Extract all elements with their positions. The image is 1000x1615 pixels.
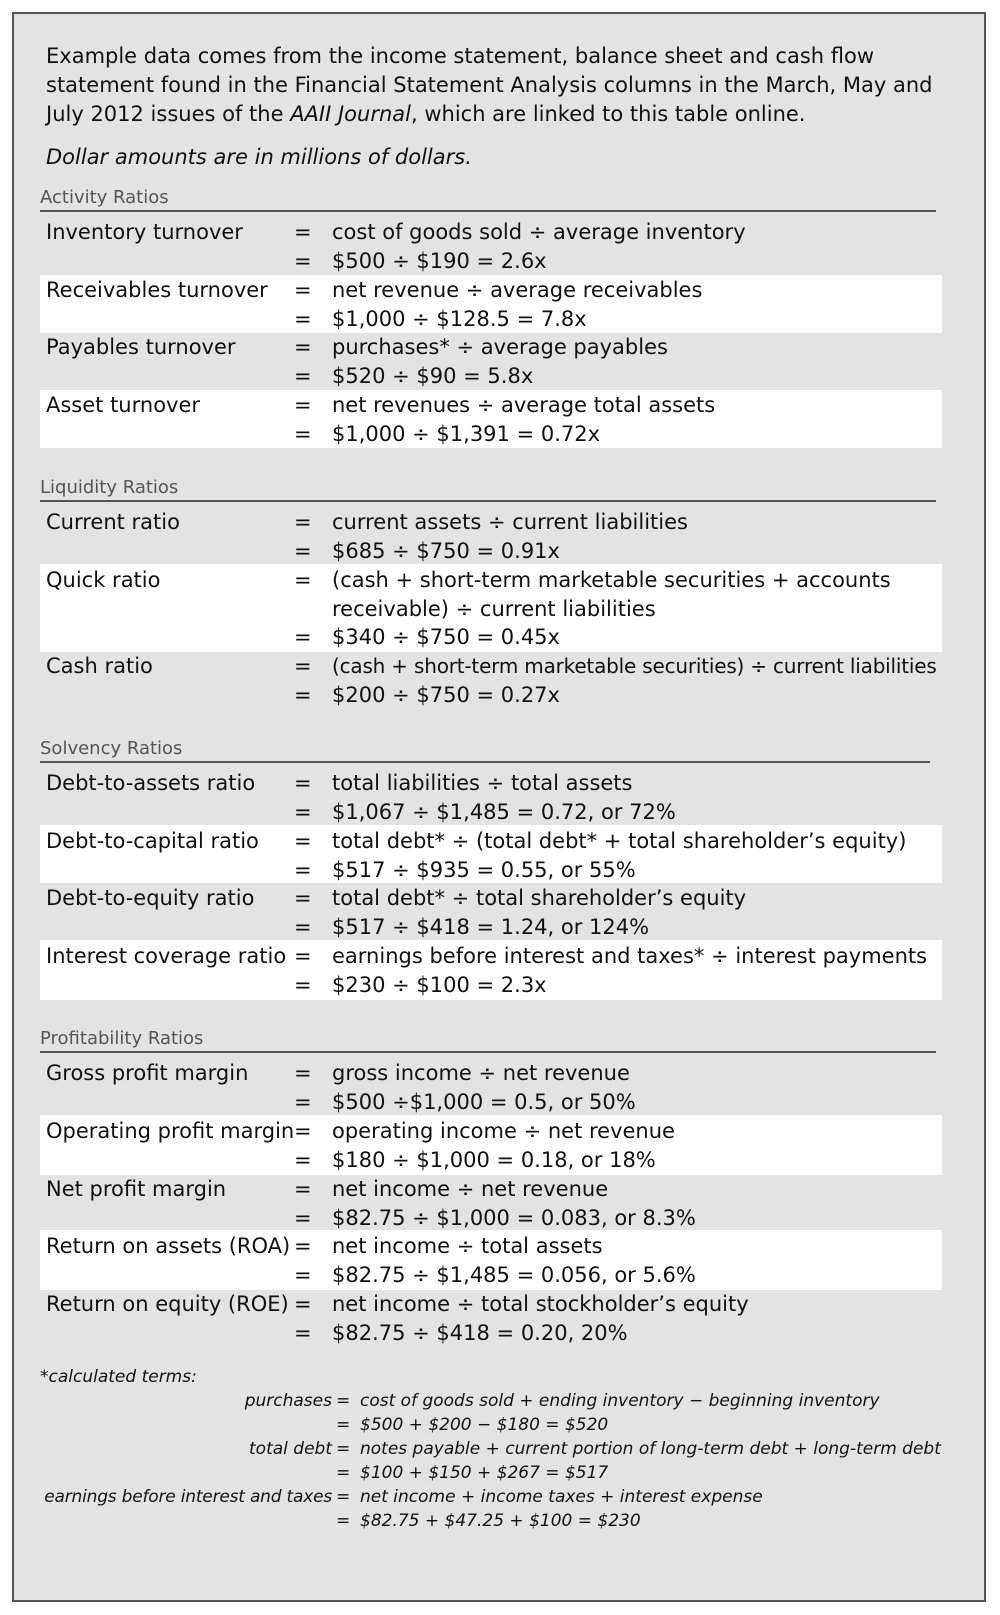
ratio-label: Quick ratio <box>46 568 161 592</box>
ratio-formula: net income ÷ net revenue <box>332 1177 609 1201</box>
ratio-formula: purchases* ÷ average payables <box>332 335 668 359</box>
ratio-formula: net revenues ÷ average total assets <box>332 393 716 417</box>
footnote-title: *calculated terms: <box>40 1367 197 1387</box>
equals-sign: = <box>336 1463 351 1483</box>
equals-sign: = <box>336 1415 351 1435</box>
ratio-label: Operating profit margin <box>46 1119 295 1143</box>
journal-name: AAII Journal <box>290 102 411 126</box>
ratio-label: Current ratio <box>46 510 180 534</box>
ratio-label: Inventory turnover <box>46 220 243 244</box>
ratio-calc: $340 ÷ $750 = 0.45x <box>332 625 560 649</box>
footnote-label: purchases <box>244 1391 332 1411</box>
equals-sign: = <box>294 1292 312 1316</box>
ratio-calc: $180 ÷ $1,000 = 0.18, or 18% <box>332 1148 656 1172</box>
ratio-label: Receivables turnover <box>46 278 268 302</box>
equals-sign: = <box>294 422 312 446</box>
equals-sign: = <box>294 625 312 649</box>
footnote-formula: cost of goods sold + ending inventory − beginning inventory <box>360 1391 880 1411</box>
ratio-calc: $82.75 ÷ $418 = 0.20, 20% <box>332 1321 628 1345</box>
ratio-calc: $500 ÷$1,000 = 0.5, or 50% <box>332 1090 636 1114</box>
ratio-table-panel <box>12 12 986 1602</box>
ratio-label: Debt-to-equity ratio <box>46 886 255 910</box>
ratio-calc: $1,000 ÷ $1,391 = 0.72x <box>332 422 601 446</box>
section-title-solvency: Solvency Ratios <box>40 738 183 759</box>
equals-sign: = <box>294 510 312 534</box>
equals-sign: = <box>294 771 312 795</box>
equals-sign: = <box>336 1439 351 1459</box>
equals-sign: = <box>336 1487 351 1507</box>
ratio-formula: total debt* ÷ total shareholder’s equity <box>332 886 747 910</box>
section-rule <box>40 1051 936 1053</box>
ratio-label: Net profit margin <box>46 1177 227 1201</box>
footnote-label: earnings before interest and taxes <box>44 1487 332 1507</box>
ratio-label: Gross profit margin <box>46 1061 249 1085</box>
equals-sign: = <box>294 568 312 592</box>
section-title-liquidity: Liquidity Ratios <box>40 477 179 498</box>
ratio-formula: total debt* ÷ (total debt* + total shareholder’s equity) <box>332 829 907 853</box>
intro-text <box>46 42 956 129</box>
section-title-activity: Activity Ratios <box>40 187 169 208</box>
equals-sign: = <box>336 1511 351 1531</box>
equals-sign: = <box>294 1148 312 1172</box>
ratio-formula: net income ÷ total assets <box>332 1234 603 1258</box>
footnote-calc: $500 + $200 − $180 = $520 <box>360 1415 609 1435</box>
equals-sign: = <box>294 1263 312 1287</box>
ratio-formula: gross income ÷ net revenue <box>332 1061 630 1085</box>
section-rule <box>40 210 936 212</box>
ratio-label: Return on equity (ROE) <box>46 1292 289 1316</box>
footnote-calc: $82.75 + $47.25 + $100 = $230 <box>360 1511 641 1531</box>
equals-sign: = <box>294 249 312 273</box>
ratio-formula: earnings before interest and taxes* ÷ interest payments <box>332 944 928 968</box>
equals-sign: = <box>294 393 312 417</box>
ratio-label: Debt-to-capital ratio <box>46 829 259 853</box>
equals-sign: = <box>294 683 312 707</box>
ratio-formula: (cash + short-term marketable securities + accounts <box>332 568 891 592</box>
ratio-calc: $500 ÷ $190 = 2.6x <box>332 249 547 273</box>
equals-sign: = <box>294 307 312 331</box>
ratio-formula: net income ÷ total stockholder’s equity <box>332 1292 749 1316</box>
equals-sign: = <box>294 1061 312 1085</box>
ratio-calc: $1,067 ÷ $1,485 = 0.72, or 72% <box>332 800 676 824</box>
ratio-formula-cont: receivable) ÷ current liabilities <box>332 597 656 621</box>
ratio-formula: operating income ÷ net revenue <box>332 1119 675 1143</box>
equals-sign: = <box>294 1177 312 1201</box>
ratio-calc: $1,000 ÷ $128.5 = 7.8x <box>332 307 587 331</box>
intro-part1: Example data comes from the income statement, balance sheet and cash flow statement found in the Financial Statement Analysis columns in the March, May and July 2012 issues of the <box>46 44 933 126</box>
equals-sign: = <box>294 973 312 997</box>
ratio-calc: $520 ÷ $90 = 5.8x <box>332 364 534 388</box>
footnote-formula: notes payable + current portion of long-term debt + long-term debt <box>360 1439 941 1459</box>
ratio-calc: $517 ÷ $935 = 0.55, or 55% <box>332 858 636 882</box>
equals-sign: = <box>294 335 312 359</box>
ratio-label: Return on assets (ROA) <box>46 1234 291 1258</box>
equals-sign: = <box>294 858 312 882</box>
ratio-calc: $517 ÷ $418 = 1.24, or 124% <box>332 915 650 939</box>
ratio-formula: total liabilities ÷ total assets <box>332 771 633 795</box>
ratio-calc: $230 ÷ $100 = 2.3x <box>332 973 547 997</box>
equals-sign: = <box>294 1321 312 1345</box>
ratio-label: Debt-to-assets ratio <box>46 771 256 795</box>
equals-sign: = <box>294 915 312 939</box>
ratio-calc: $82.75 ÷ $1,000 = 0.083, or 8.3% <box>332 1206 696 1230</box>
intro-part2: , which are linked to this table online. <box>410 102 806 126</box>
equals-sign: = <box>294 1090 312 1114</box>
footnote-calc: $100 + $150 + $267 = $517 <box>360 1463 609 1483</box>
ratio-calc: $200 ÷ $750 = 0.27x <box>332 683 560 707</box>
equals-sign: = <box>294 220 312 244</box>
section-rule <box>40 761 930 763</box>
equals-sign: = <box>294 829 312 853</box>
equals-sign: = <box>294 886 312 910</box>
equals-sign: = <box>294 364 312 388</box>
ratio-formula: net revenue ÷ average receivables <box>332 278 703 302</box>
ratio-formula: (cash + short-term marketable securities) ÷ current liabilities <box>332 654 937 678</box>
dollar-note: Dollar amounts are in millions of dollars. <box>46 145 472 169</box>
footnote-label: total debt <box>249 1439 332 1459</box>
equals-sign: = <box>294 278 312 302</box>
ratio-label: Cash ratio <box>46 654 153 678</box>
ratio-calc: $82.75 ÷ $1,485 = 0.056, or 5.6% <box>332 1263 696 1287</box>
ratio-calc: $685 ÷ $750 = 0.91x <box>332 539 560 563</box>
equals-sign: = <box>294 654 312 678</box>
footnote-formula: net income + income taxes + interest expense <box>360 1487 763 1507</box>
equals-sign: = <box>294 539 312 563</box>
equals-sign: = <box>294 1234 312 1258</box>
equals-sign: = <box>294 1119 312 1143</box>
ratio-label: Interest coverage ratio <box>46 944 287 968</box>
ratio-label: Payables turnover <box>46 335 236 359</box>
ratio-label: Asset turnover <box>46 393 201 417</box>
ratio-formula: current assets ÷ current liabilities <box>332 510 688 534</box>
section-title-profitability: Profitability Ratios <box>40 1028 204 1049</box>
equals-sign: = <box>294 944 312 968</box>
equals-sign: = <box>294 1206 312 1230</box>
ratio-formula: cost of goods sold ÷ average inventory <box>332 220 746 244</box>
section-rule <box>40 500 936 502</box>
equals-sign: = <box>294 800 312 824</box>
equals-sign: = <box>336 1391 351 1411</box>
